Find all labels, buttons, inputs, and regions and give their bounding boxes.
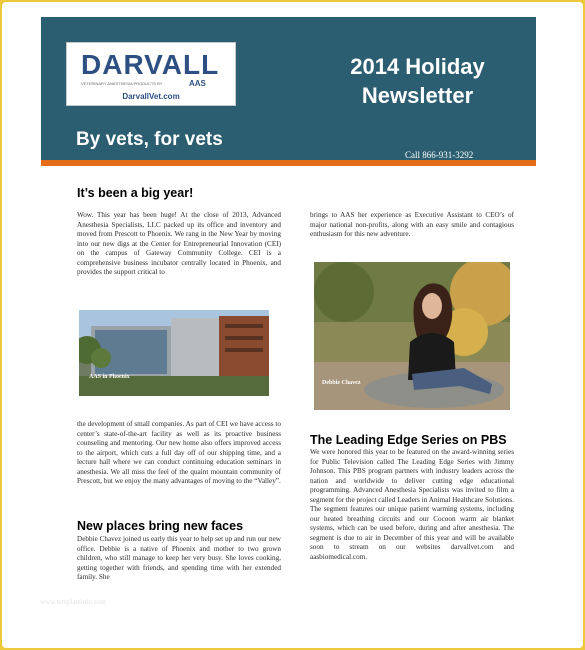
big-year-paragraph-2: the development of small companies. As part of CEI we have access to center’s state-of-the-art facility as well as its proactive business counseling and mentoring. Our new home also offers improved access to the airport, which cuts a full day off of our shipping time, and a lecture hall where we can conduct continuing education seminars in anesthesia. We all miss the feel of the quaint mountain community of Prescott, but we enjoy the many advantages of moving to the “Valley”. — [77, 420, 281, 485]
big-year-paragraph-1: Wow. This year has been huge! At the close of 2013, Advanced Anesthesia Specialists, LLC packed up its office and inventory and moved from Prescott to Phoenix. We rang in the New Year by moving into our new digs at the Center for Entrepreneurial Innovation (CEI) on the campus of Gateway Community College. CEI is a comprehensive business incubator centrally located in Phoenix, and provides the support critical to — [77, 211, 281, 276]
logo-wordmark: DARVALL — [81, 49, 220, 80]
heading-new-faces: New places bring new faces — [77, 519, 244, 533]
logo-tagline: VETERINARY ANESTHESIA PRODUCTS BY — [81, 81, 163, 86]
phone-number: Call 866-931-3292 — [405, 150, 474, 160]
logo-aas: AAS — [189, 79, 206, 88]
logo-url: DarvallVet.com — [122, 92, 180, 101]
title-line-2: Newsletter — [361, 83, 474, 108]
heading-pbs: The Leading Edge Series on PBS — [310, 433, 507, 447]
accent-bar — [41, 160, 536, 166]
building-illustration — [79, 310, 269, 396]
title-line-1: 2014 Holiday — [350, 54, 485, 79]
newsletter-title — [300, 52, 535, 110]
debbie-caption: Debbie Chavez — [322, 380, 361, 386]
footer-watermark: www.templateinfo.com — [40, 598, 106, 606]
debbie-illustration — [314, 262, 510, 410]
heading-big-year: It’s been a big year! — [77, 186, 194, 200]
building-photo — [79, 310, 269, 396]
pbs-paragraph: We were honored this year to be featured on the award-winning series for Public Television called The Leading Edge Series with Jimmy Johnson. This PBS program partners with industry leaders across the nation and worldwide to deliver cutting edge educational programming. Advanced Anesthesia Specialists was invited to film a segment for the project called Leaders in Animal Healthcare Solutions. The segment features our unique patient warming systems, including our heated breathing circuits and our Cocoon warm air blanket systems, which can be used before, during and after anesthesia. The segment is due to air in December of this year and will be available soon to stream on our websites darvallvet.com and aasbiomedical.com. — [310, 448, 514, 561]
building-caption: AAS in Phoenix — [89, 374, 130, 380]
new-faces-paragraph-1: Debbie Chavez joined us early this year to help set up and run our new office. Debbie is a native of Phoenix and mother to two grown children, who still manage to keep her very busy. She loves cooking, getting together with friends, and spending time with her extended family. She — [77, 535, 281, 581]
new-faces-paragraph-2: brings to AAS her experience as Executive Assistant to CEO’s of major national non-profits, along with an easy smile and contagious enthusiasm for this new adventure. — [310, 211, 514, 238]
darvall-logo[interactable] — [66, 42, 236, 106]
debbie-photo — [314, 262, 510, 410]
tagline: By vets, for vets — [76, 129, 223, 150]
